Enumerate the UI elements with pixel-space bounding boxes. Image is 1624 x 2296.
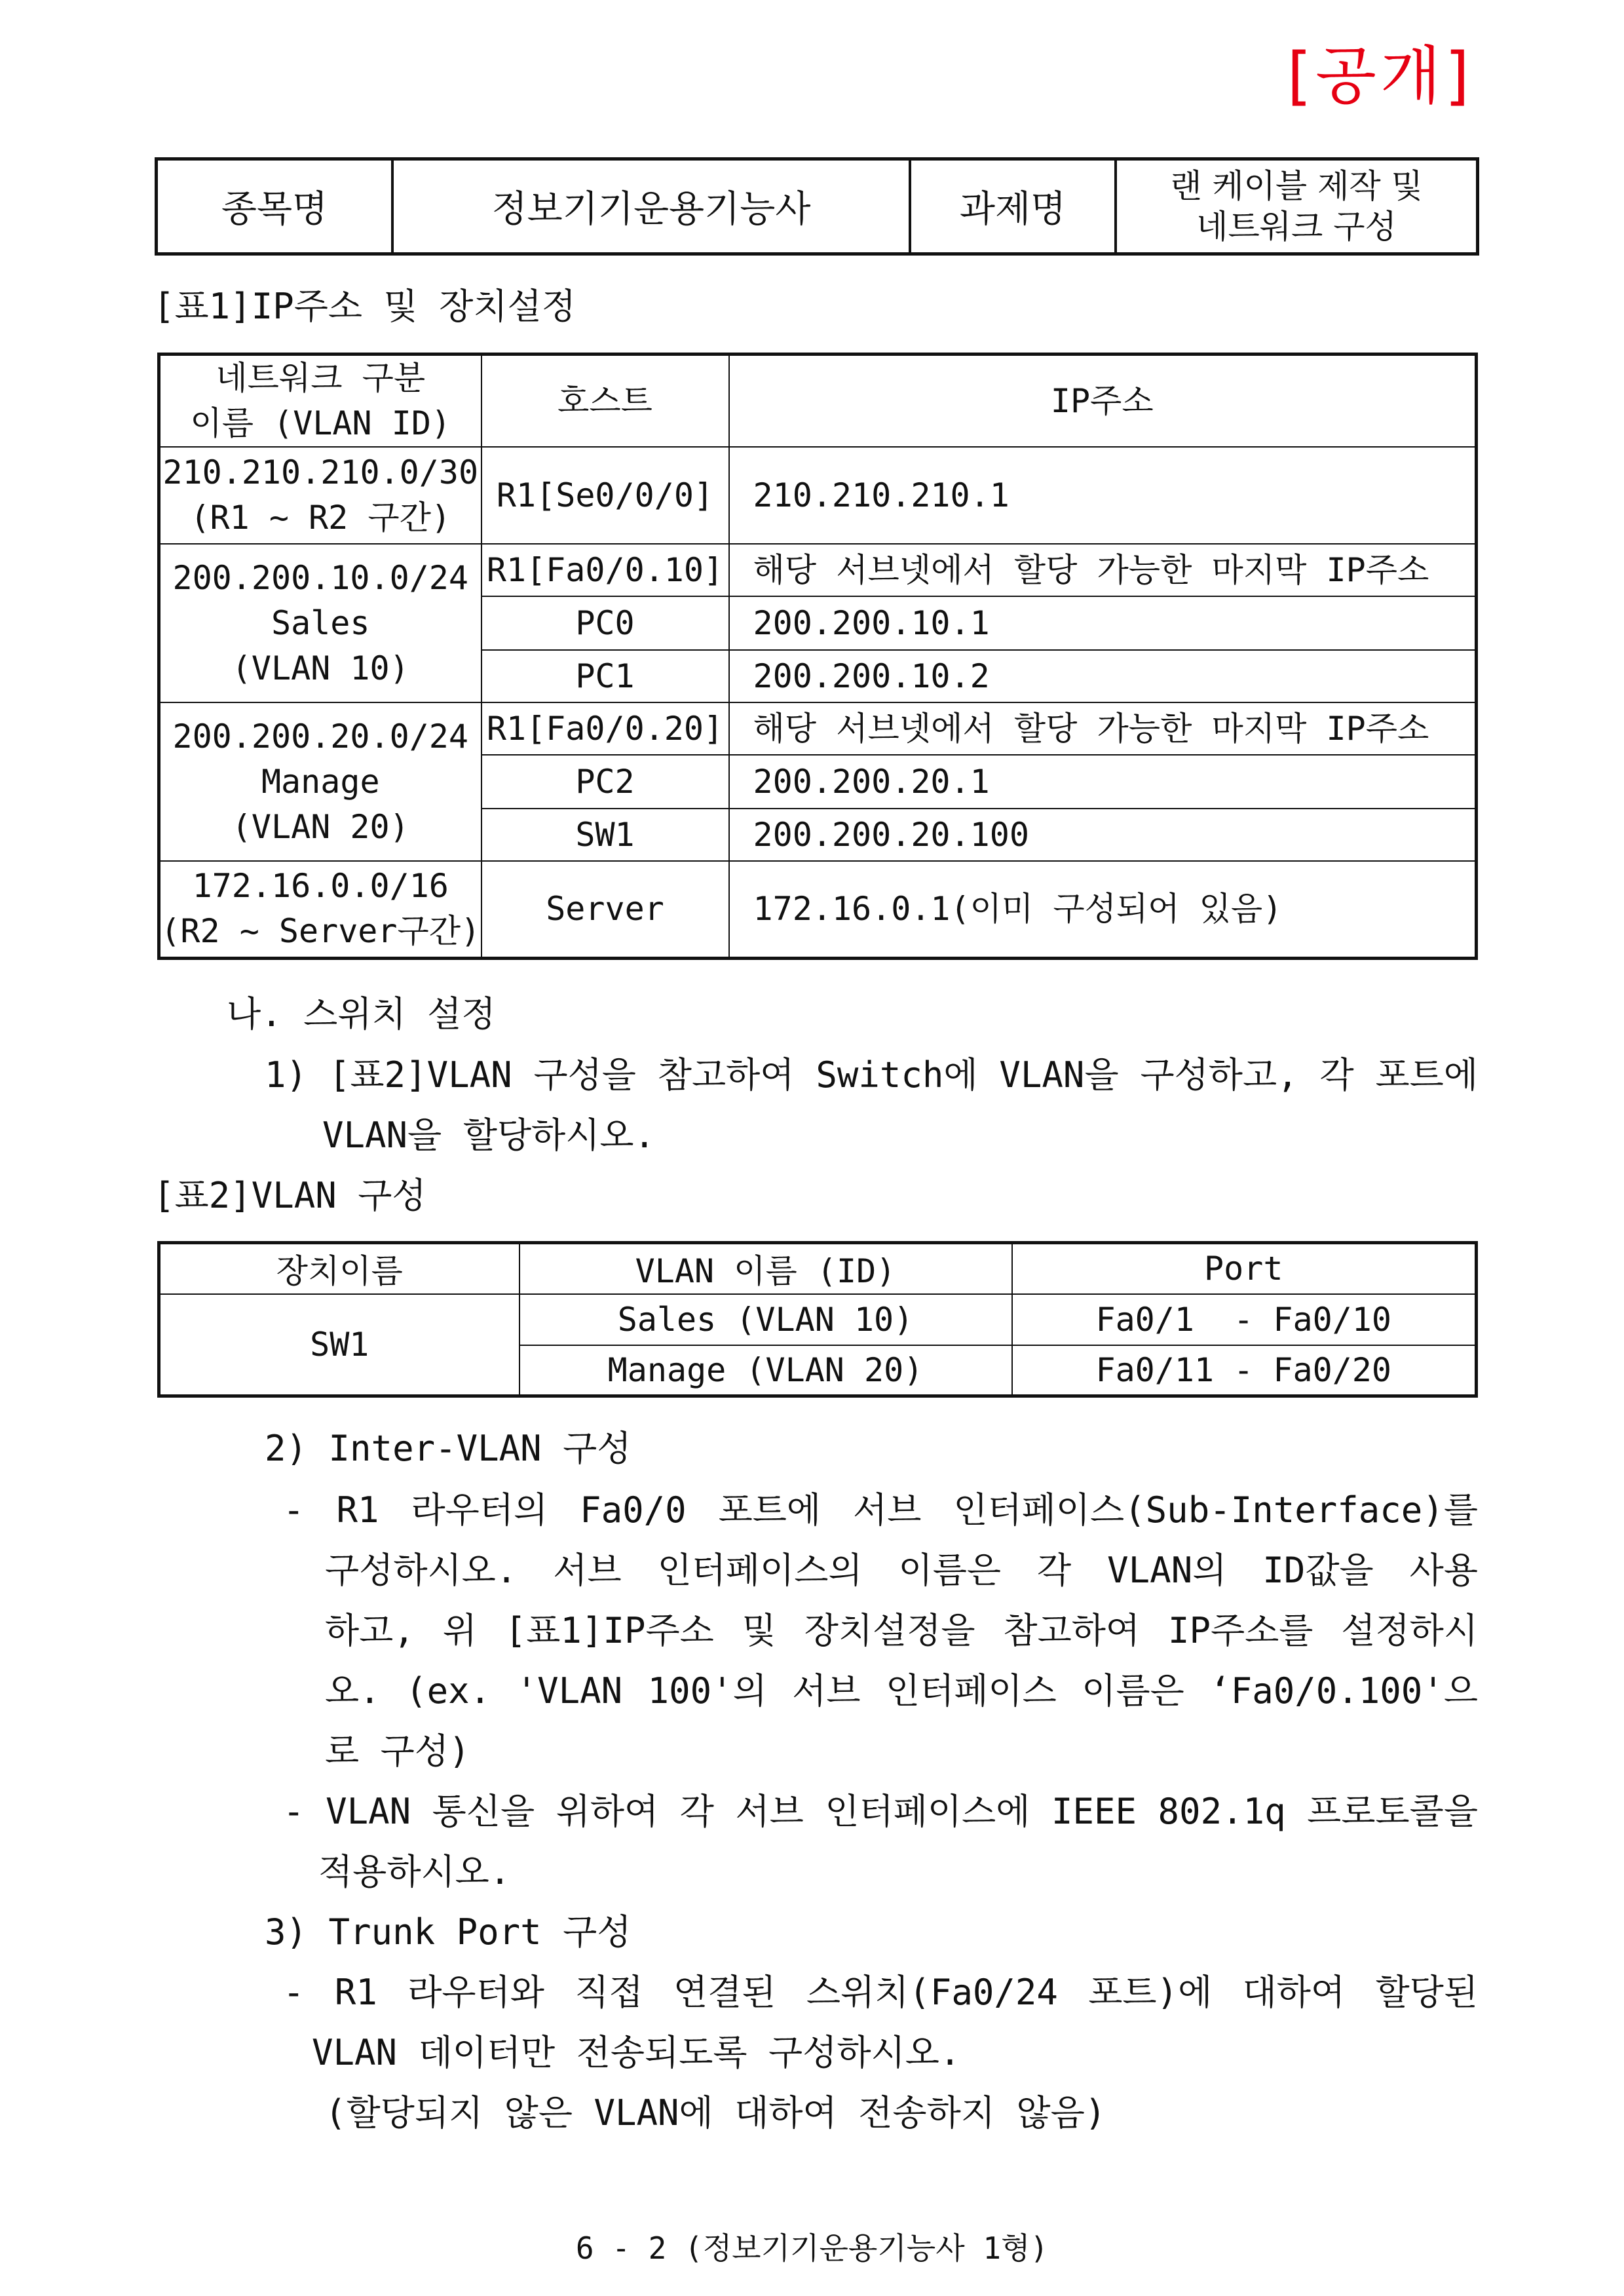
ip-cell: 해당 서브넷에서 할당 가능한 마지막 IP주소 — [729, 544, 1477, 596]
header-label-subject: 종목명 — [157, 159, 393, 254]
network-name: (R1 ~ R2 구간) — [190, 499, 451, 537]
item2-bullet1-line1: - R1 라우터의 Fa0/0 포트에 서브 인터페이스(Sub-Interface)를 — [283, 1489, 1478, 1531]
header-ip: IP주소 — [729, 354, 1477, 448]
item3-bullet1-line3: (할당되지 않은 VLAN에 대하여 전송하지 않음) — [325, 2092, 1106, 2133]
device-cell: SW1 — [159, 1294, 519, 1396]
table1-caption: [표1]IP주소 및 장치설정 — [153, 286, 576, 327]
network-address: 200.200.20.0/24 — [172, 717, 469, 756]
network-address: 210.210.210.0/30 — [162, 453, 479, 491]
vlan-cell: Manage (VLAN 20) — [519, 1345, 1012, 1396]
table-row — [159, 544, 1477, 596]
table-row — [159, 1243, 1477, 1294]
port-cell: Fa0/11 - Fa0/20 — [1012, 1345, 1477, 1396]
item3-bullet1-line1: - R1 라우터와 직접 연결된 스위치(Fa0/24 포트)에 대하여 할당된 — [283, 1972, 1478, 2013]
ip-cell: 172.16.0.1(이미 구성되어 있음) — [729, 861, 1477, 958]
header-value-subject: 정보기기운용기능사 — [392, 159, 910, 254]
ip-cell: 해당 서브넷에서 할당 가능한 마지막 IP주소 — [729, 702, 1477, 755]
header-value-task — [1116, 159, 1478, 254]
header-network-line2: 이름 (VLAN ID) — [190, 404, 451, 442]
network-cell — [159, 544, 482, 702]
item2-bullet1-line2: 구성하시오. 서브 인터페이스의 이름은 각 VLAN의 ID값을 사용 — [325, 1550, 1478, 1591]
vlan-cell: Sales (VLAN 10) — [519, 1294, 1012, 1345]
header-host: 호스트 — [482, 354, 729, 448]
header-port: Port — [1012, 1243, 1477, 1294]
host-cell: Server — [482, 861, 729, 958]
header-task-line2: 네트워크 구성 — [1196, 208, 1397, 246]
item3-title: 3) Trunk Port 구성 — [265, 1911, 632, 1953]
network-cell — [159, 447, 482, 544]
item2-bullet2-line1: - VLAN 통신을 위하여 각 서브 인터페이스에 IEEE 802.1q 프로토콜을 — [283, 1791, 1478, 1832]
ip-cell: 200.200.20.100 — [729, 809, 1477, 861]
table-row — [159, 861, 1477, 958]
network-vlan: (VLAN 20) — [231, 807, 409, 846]
network-name: Sales — [271, 603, 370, 642]
item2-bullet2-line2: 적용하시오. — [318, 1851, 511, 1892]
section-title: 나. 스위치 설정 — [227, 993, 496, 1035]
table-row — [159, 354, 1477, 448]
host-cell: R1[Fa0/0.20] — [482, 702, 729, 755]
host-cell: PC1 — [482, 650, 729, 702]
header-label-task: 과제명 — [910, 159, 1116, 254]
host-cell: PC0 — [482, 596, 729, 650]
port-cell: Fa0/1 - Fa0/10 — [1012, 1294, 1477, 1345]
host-cell: PC2 — [482, 755, 729, 809]
network-address: 200.200.10.0/24 — [172, 558, 469, 597]
table-row — [159, 1294, 1477, 1345]
public-stamp: [공개] — [1287, 39, 1473, 113]
item2-title: 2) Inter-VLAN 구성 — [265, 1428, 632, 1469]
host-cell: R1[Se0/0/0] — [482, 447, 729, 544]
network-cell — [159, 861, 482, 958]
header-network — [159, 354, 482, 448]
header-network-line1: 네트워크 구분 — [216, 359, 426, 397]
section-item1-line2: VLAN을 할당하시오. — [322, 1115, 656, 1156]
item2-bullet1-line3: 하고, 위 [표1]IP주소 및 장치설정을 참고하여 IP주소를 설정하시 — [325, 1610, 1478, 1651]
host-cell: R1[Fa0/0.10] — [482, 544, 729, 596]
host-cell: SW1 — [482, 809, 729, 861]
network-cell — [159, 702, 482, 861]
header-vlan: VLAN 이름 (ID) — [519, 1243, 1012, 1294]
header-device: 장치이름 — [159, 1243, 519, 1294]
section-item1-line1: 1) [표2]VLAN 구성을 참고하여 Switch에 VLAN을 구성하고, 각 포트에 — [265, 1054, 1478, 1096]
header-task-line1: 랜 케이블 제작 및 — [1170, 166, 1423, 205]
ip-cell: 200.200.10.1 — [729, 596, 1477, 650]
page-footer: 6 - 2 (정보기기운용기능사 1형) — [575, 2230, 1049, 2266]
ip-cell: 210.210.210.1 — [729, 447, 1477, 544]
network-name: (R2 ~ Server구간) — [161, 912, 481, 951]
network-address: 172.16.0.0/16 — [192, 867, 449, 906]
network-vlan: (VLAN 10) — [231, 649, 409, 687]
table-row — [159, 447, 1477, 544]
ip-cell: 200.200.10.2 — [729, 650, 1477, 702]
item2-bullet1-line4: 오. (ex. 'VLAN 100'의 서브 인터페이스 이름은 ‘Fa0/0.100'으 — [325, 1670, 1478, 1712]
network-name: Manage — [261, 762, 380, 801]
table-row — [159, 702, 1477, 755]
item3-bullet1-line2: VLAN 데이터만 전송되도록 구성하시오. — [312, 2032, 961, 2073]
item2-bullet1-line5: 로 구성) — [325, 1731, 470, 1772]
header-table — [155, 157, 1479, 256]
vlan-config-table — [157, 1241, 1478, 1398]
table2-caption: [표2]VLAN 구성 — [153, 1175, 426, 1216]
ip-cell: 200.200.20.1 — [729, 755, 1477, 809]
ip-settings-table — [157, 353, 1478, 960]
